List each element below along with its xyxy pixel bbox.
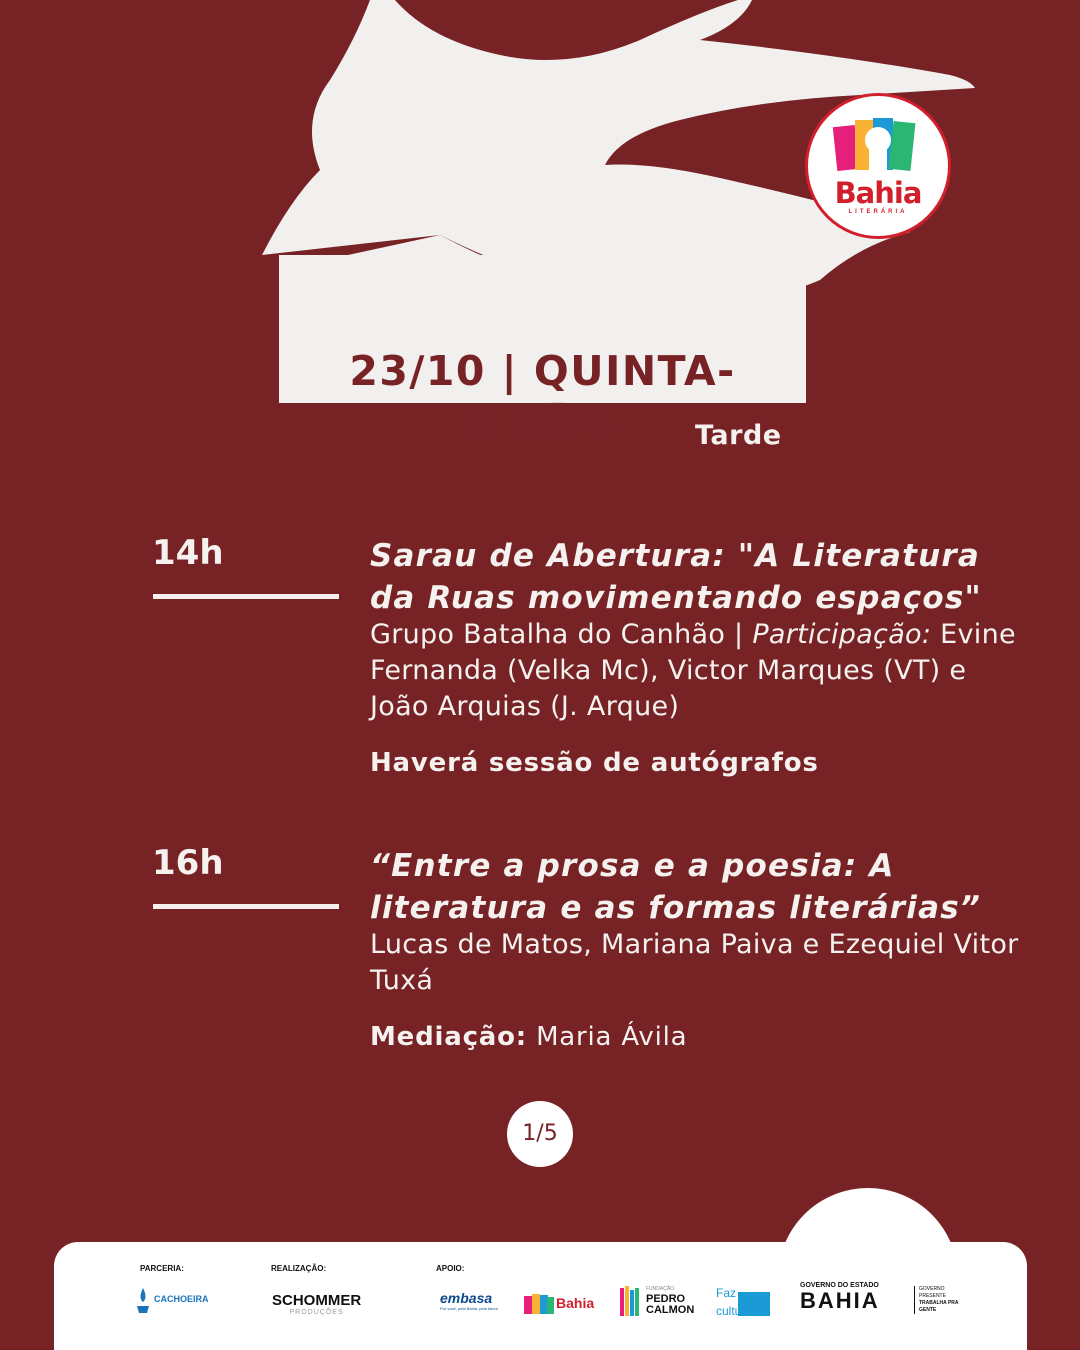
supporter-sub: Por você, pela Bahia, pela futuro <box>440 1306 499 1311</box>
participation-label: Participação: <box>752 619 932 650</box>
embasa-logo <box>440 1290 498 1311</box>
support-label: APOIO: <box>436 1264 465 1273</box>
partner-name: CACHOEIRA <box>154 1294 209 1304</box>
books-icon <box>805 96 951 176</box>
supporter-name: Faz cultura <box>716 1286 753 1318</box>
event-time: 16h <box>152 843 224 883</box>
partner-label: PARCERIA: <box>140 1264 184 1273</box>
event-time: 14h <box>152 533 224 573</box>
supporter-sub: GOVERNO DO ESTADO <box>800 1282 879 1289</box>
fountain-icon <box>134 1286 152 1314</box>
books-icon <box>620 1286 642 1316</box>
supporter-name: Bahia <box>556 1295 595 1311</box>
event-note: Haverá sessão de autógrafos <box>370 748 819 778</box>
logo-subtitle: LITERÁRIA <box>848 209 908 215</box>
supporter-name: PEDRO CALMON <box>646 1293 695 1316</box>
governo-bahia-logo <box>800 1282 880 1313</box>
page-indicator: 1/5 <box>507 1101 573 1167</box>
sponsors-footer <box>54 1242 1027 1350</box>
event-participants <box>370 617 1020 725</box>
bahia-literaria-logo <box>805 93 951 239</box>
supporter-name: GOVERNO PRESENTE <box>919 1286 946 1299</box>
participant-names: Evine Fernanda (Velka Mc), Victor Marques (VT) e João Arquias (J. Arque) <box>370 619 1016 722</box>
schedule-item <box>370 535 1020 781</box>
event-title: Sarau de Abertura: "A Literatura da Ruas movimentando espaços" <box>370 538 982 616</box>
bahia-literaria-small-logo <box>524 1292 595 1319</box>
mediator-name: Maria Ávila <box>527 1022 688 1052</box>
cachoeira-logo <box>134 1286 209 1319</box>
producer-sub: PRODUÇÕES <box>289 1309 344 1316</box>
producer-label: REALIZAÇÃO: <box>271 1264 327 1273</box>
event-mediation <box>370 1019 1020 1055</box>
event-date: 23/10 | QUINTA-FEIRA <box>349 347 736 443</box>
event-title: “Entre a prosa e a poesia: A literatura e as formas literárias” <box>370 848 982 926</box>
supporter-sub: TRABALHA PRA GENTE <box>919 1300 959 1313</box>
group-name: Grupo Batalha do Canhão | <box>370 619 753 650</box>
producer-name: SCHOMMER <box>272 1292 362 1309</box>
period-label: Tarde <box>695 420 782 451</box>
faz-cultura-logo <box>716 1284 772 1320</box>
governo-presente-logo <box>914 1286 967 1314</box>
supporter-name: embasa <box>440 1290 493 1306</box>
time-divider <box>153 594 339 599</box>
logo-wordmark: Bahia <box>834 176 922 210</box>
supporter-name: BAHIA <box>800 1288 880 1313</box>
books-icon <box>524 1292 554 1314</box>
event-participants: Lucas de Matos, Mariana Paiva e Ezequiel Vitor Tuxá <box>370 929 1019 996</box>
supporter-sub: FUNDAÇÃO <box>646 1286 675 1292</box>
schommer-logo <box>272 1292 361 1316</box>
schedule-item <box>370 845 1020 1055</box>
pedro-calmon-logo <box>620 1286 695 1321</box>
time-divider <box>153 904 339 909</box>
mediation-label: Mediação: <box>370 1022 527 1052</box>
